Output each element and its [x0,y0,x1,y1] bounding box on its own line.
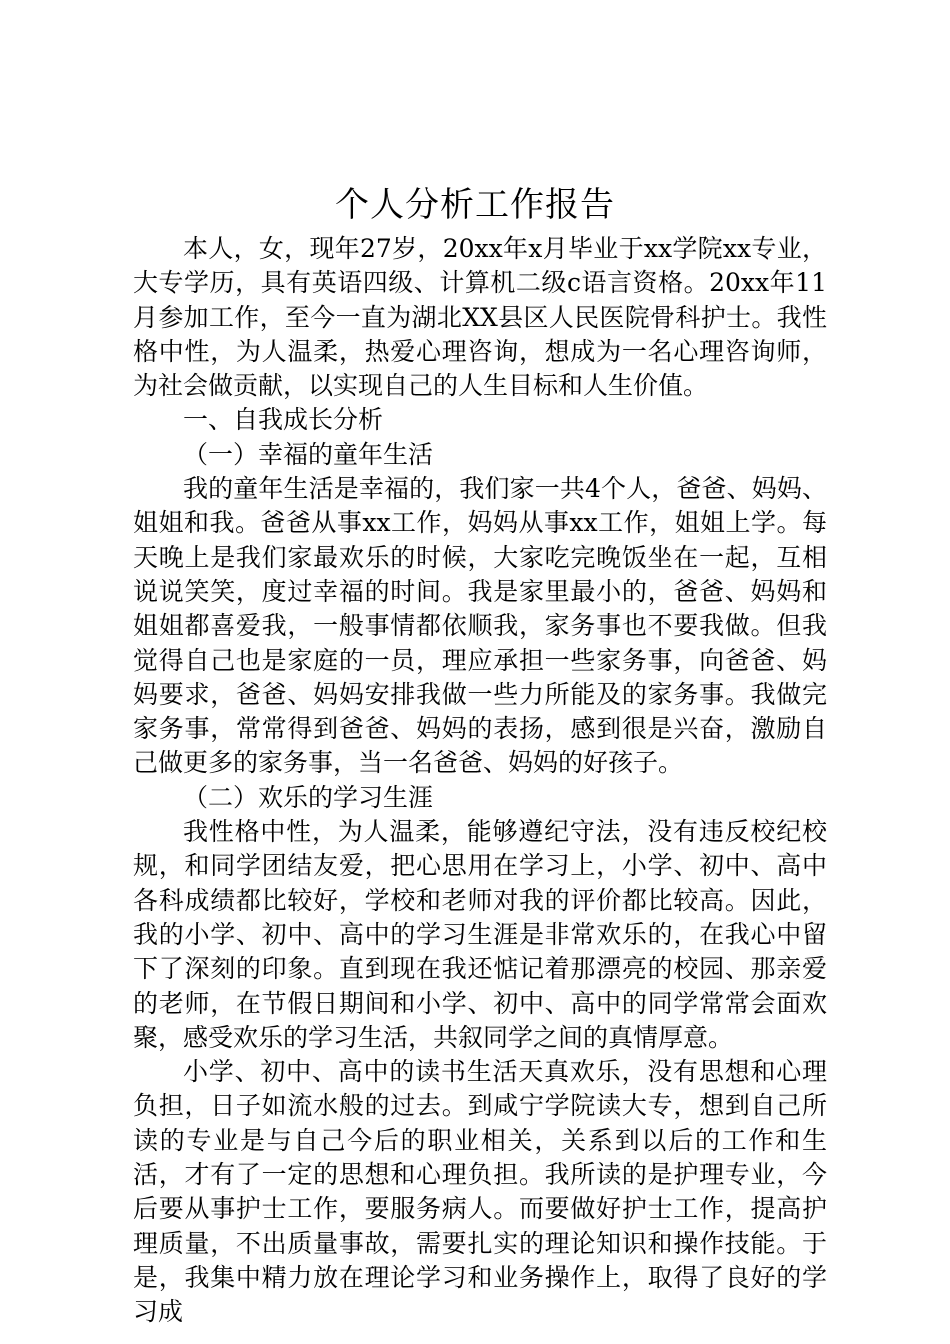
school-paragraph: 我性格中性，为人温柔，能够遵纪守法，没有违反校纪校规，和同学团结友爱，把心思用在学习上，小学、初中、高中各科成绩都比较好，学校和老师对我的评价都比较高。因此，我的小学、初中、高中的学习生涯是非常欢乐的，在我心中留下了深刻的印象。直到现在我还惦记着那漂亮的校园、那亲爱的老师，在节假日期间和小学、初中、高中的同学常常会面欢聚，感受欢乐的学习生活，共叙同学之间的真情厚意。 [133,817,827,1052]
childhood-paragraph: 我的童年生活是幸福的，我们家一共4个人，爸爸、妈妈、姐姐和我。爸爸从事xx工作，妈妈从事xx工作，姐姐上学。每天晚上是我们家最欢乐的时候，大家吃完晚饭坐在一起，互相说说笑笑，度过幸福的时间。我是家里最小的，爸爸、妈妈和姐姐都喜爱我，一般事情都依顺我，家务事也不要我做。但我觉得自己也是家庭的一员，理应承担一些家务事，向爸爸、妈妈要求，爸爸、妈妈安排我做一些力所能及的家务事。我做完家务事，常常得到爸爸、妈妈的表扬，感到很是兴奋，激励自己做更多的家务事，当一名爸爸、妈妈的好孩子。 [133,474,827,778]
section-heading-self-growth: 一、自我成长分析 [183,405,384,435]
document-title: 个人分析工作报告 [335,185,615,225]
document-body [133,232,827,1330]
college-paragraph: 小学、初中、高中的读书生活天真欢乐，没有思想和心理负担，日子如流水般的过去。到咸宁学院读大专，想到自己所读的专业是与自己今后的职业相关，关系到以后的工作和生活，才有了一定的思想和心理负担。我所读的是护理专业，今后要从事护士工作，要服务病人。而要做好护士工作，提高护理质量，不出质量事故，需要扎实的理论知识和操作技能。于是，我集中精力放在理论学习和业务操作上，取得了良好的学习成 [133,1057,827,1327]
subsection-heading-childhood: （一）幸福的童年生活 [183,439,434,469]
intro-paragraph: 本人，女，现年27岁，20xx年x月毕业于xx学院xx专业，大专学历，具有英语四级、计算机二级c语言资格。20xx年11月参加工作，至今一直为湖北XX县区人民医院骨科护士。我性格中性，为人温柔，热爱心理咨询，想成为一名心理咨询师，为社会做贡献，以实现自己的人生目标和人生价值。 [133,234,827,401]
subsection-heading-school: （二）欢乐的学习生涯 [183,782,434,812]
